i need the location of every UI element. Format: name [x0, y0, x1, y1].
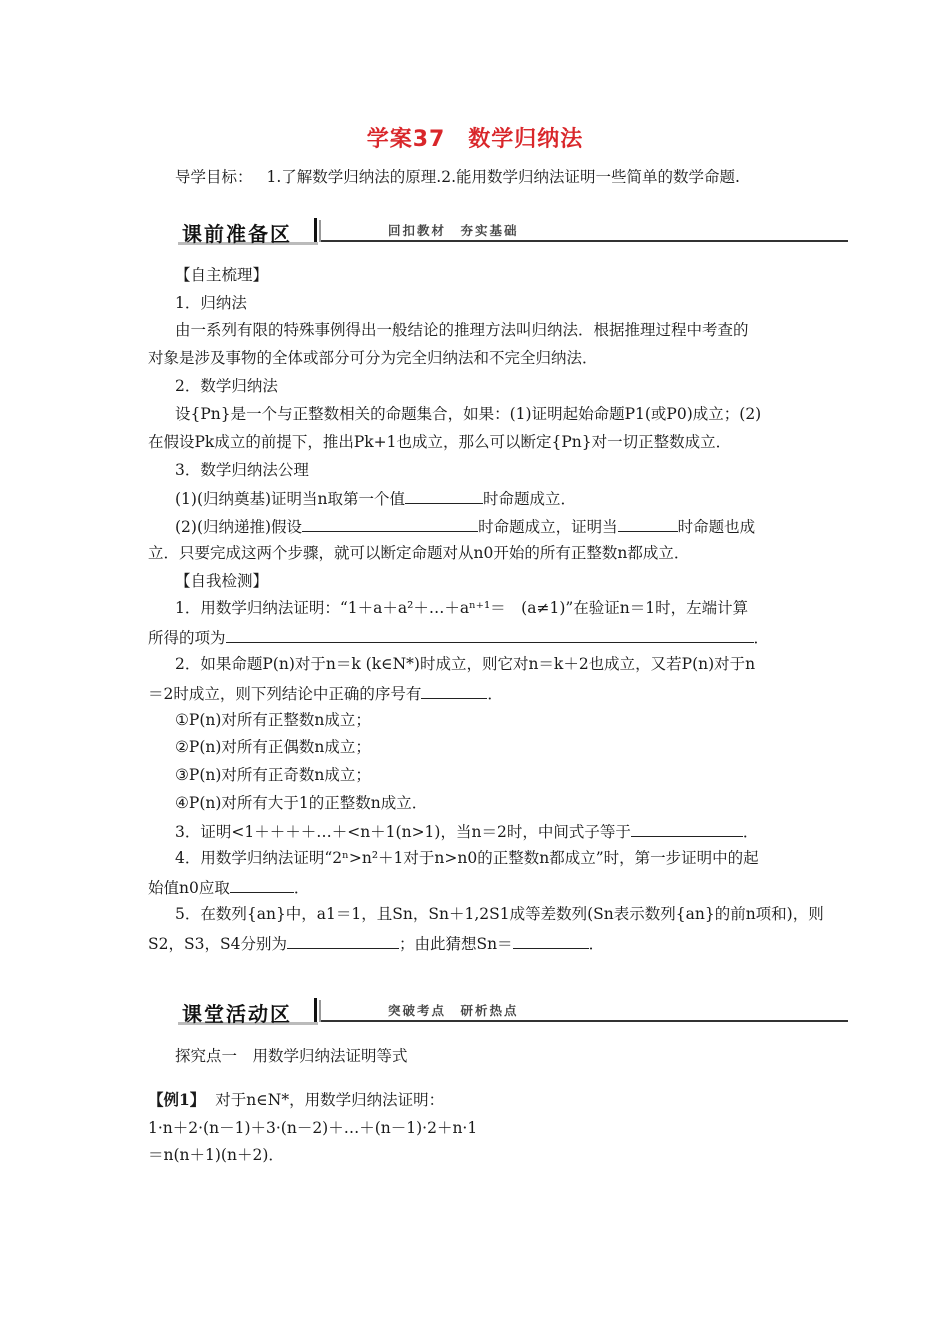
- topic-heading: 探究点一 用数学归纳法证明等式: [175, 1047, 408, 1065]
- question-2: 2．如果命题P(n)对于n＝k (k∈N*)时成立，则它对n＝k＋2也成立，又若P(n)对于n: [175, 655, 756, 673]
- answer-blank[interactable]: [287, 932, 399, 949]
- review-item2-text: 设{Pn}是一个与正整数相关的命题集合，如果：(1)证明起始命题P1(或P0)成立；(2): [175, 405, 762, 423]
- answer-blank[interactable]: [421, 682, 487, 699]
- banner-heading: 课堂活动区: [182, 1002, 292, 1026]
- q2-option-4: ④P(n)对所有大于1的正整数n成立．: [175, 794, 428, 812]
- review-item1-title: 1．归纳法: [175, 294, 247, 312]
- formula-line-1: 1·n＋2·(n－1)＋3·(n－2)＋…＋(n－1)·2＋n·1: [148, 1119, 478, 1137]
- section-banner-pre-class: [178, 218, 848, 248]
- question-4-cont: 始值n0应取 ．: [148, 876, 808, 898]
- goal-text: 1.了解数学归纳法的原理.2.能用数学归纳法证明一些简单的数学命题.: [266, 168, 740, 186]
- question-5-cont: S2，S3，S4分别为 ；由此猜想Sn＝ ．: [148, 932, 808, 954]
- answer-blank[interactable]: [302, 515, 478, 532]
- answer-blank[interactable]: [513, 932, 589, 949]
- q2-option-3: ③P(n)对所有正奇数n成立；: [175, 766, 371, 784]
- q1-text: 所得的项为: [148, 629, 226, 647]
- question-1-cont: 所得的项为 ．: [148, 626, 808, 648]
- answer-blank[interactable]: [405, 487, 483, 504]
- banner-subtitle: 突破考点 研析热点: [388, 1003, 519, 1018]
- review-item1-text: 对象是涉及事物的全体或部分可分为完全归纳法和不完全归纳法．: [148, 349, 598, 367]
- question-1: 1．用数学归纳法证明：“1＋a＋a²＋…＋aⁿ⁺¹＝ (a≠1)”在验证n＝1时，左端计算: [175, 599, 749, 617]
- section-banner-in-class: [178, 998, 848, 1028]
- step2-text-mid: 时命题成立，证明当: [478, 518, 618, 536]
- review-item3-conclusion: 立．只要完成这两个步骤，就可以断定命题对从n0开始的所有正整数n都成立．: [148, 544, 690, 562]
- banner-heading: 课前准备区: [182, 222, 292, 246]
- review-item3-step2: [175, 515, 808, 537]
- answer-blank[interactable]: [230, 876, 294, 893]
- example-label: 【例1】: [148, 1090, 206, 1109]
- review-item2-text: 在假设Pk成立的前提下，推出Pk+1也成立，那么可以断定{Pn}对一切正整数成立．: [148, 433, 732, 451]
- review-item2-title: 2．数学归纳法: [175, 377, 278, 395]
- question-5: 5．在数列{an}中，a1＝1，且Sn，Sn＋1,2S1成等差数列(Sn表示数列{an}的前n项和)，则: [175, 905, 824, 923]
- q2-text: ＝2时成立，则下列结论中正确的序号有: [148, 685, 422, 703]
- learning-goals: [175, 167, 808, 187]
- answer-blank[interactable]: [631, 820, 743, 837]
- banner-rule: [321, 1020, 848, 1022]
- banner-rule: [321, 240, 848, 242]
- review-item1-text: 由一系列有限的特殊事例得出一般结论的推理方法叫归纳法．根据推理过程中考查的: [175, 321, 749, 339]
- step2-text: (2)(归纳递推)假设: [175, 518, 303, 536]
- q2-option-1: ①P(n)对所有正整数n成立；: [175, 711, 371, 729]
- review-heading: 【自主梳理】: [175, 266, 269, 284]
- q4-text: 始值n0应取: [148, 879, 230, 897]
- question-4: 4．用数学归纳法证明“2ⁿ>n²＋1对于n>n0的正整数n都成立”时，第一步证明中的起: [175, 849, 759, 867]
- q5-text-mid: ；由此猜想Sn＝: [398, 935, 513, 953]
- example-text: 对于n∈N*，用数学归纳法证明：: [215, 1091, 445, 1109]
- step1-text: (1)(归纳奠基)证明当n取第一个值: [175, 490, 406, 508]
- question-2-cont: ＝2时成立，则下列结论中正确的序号有 ．: [148, 682, 808, 704]
- answer-blank[interactable]: [226, 626, 754, 643]
- step1-text-end: 时命题成立．: [483, 490, 577, 508]
- step2-text-end: 时命题也成: [677, 518, 756, 536]
- q5-text: S2，S3，S4分别为: [148, 935, 287, 953]
- test-heading: 【自我检测】: [175, 572, 269, 590]
- review-item3-step1: [175, 487, 808, 509]
- example-1: [148, 1090, 808, 1110]
- banner-subtitle: 回扣教材 夯实基础: [388, 223, 519, 238]
- q2-option-2: ②P(n)对所有正偶数n成立；: [175, 738, 371, 756]
- question-3: 3．证明<1＋＋＋＋…＋<n＋1(n>1)，当n＝2时，中间式子等于 ．: [175, 820, 808, 842]
- goal-label: 导学目标：: [175, 168, 253, 186]
- formula-line-2: ＝n(n＋1)(n＋2)．: [148, 1146, 284, 1164]
- q3-text: 3．证明<1＋＋＋＋…＋<n＋1(n>1)，当n＝2时，中间式子等于: [175, 823, 631, 841]
- page-title: 学案37 数学归纳法: [366, 127, 584, 152]
- answer-blank[interactable]: [618, 515, 678, 532]
- review-item3-title: 3．数学归纳法公理: [175, 461, 309, 479]
